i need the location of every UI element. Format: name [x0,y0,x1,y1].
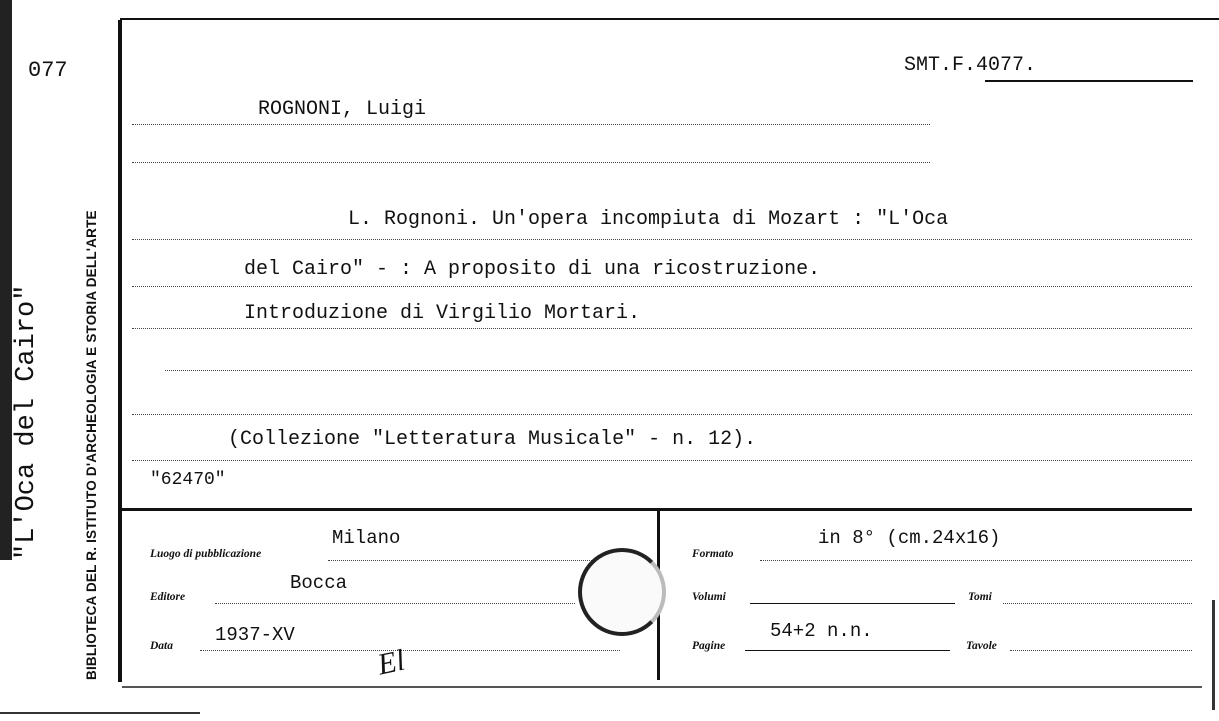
format-dotted-line [760,560,1192,561]
plates-label: Tavole [966,640,997,652]
card-bottom-border [122,686,1202,688]
pages-line [745,650,950,651]
volumes-line [750,603,955,604]
page-bottom-line [0,712,200,714]
tomes-label: Tomi [968,591,992,603]
date-label: Data [150,640,173,652]
card-left-border [118,20,122,682]
title-dotted-line-5 [132,414,1192,415]
card-number-fragment: 077 [28,58,68,83]
author-name: ROGNONI, Luigi [258,98,427,121]
series-statement: (Collezione "Letteratura Musicale" - n. 12). [228,428,757,451]
shelfmark: SMT.F.4077. [904,54,1037,77]
title-line-3: Introduzione di Virgilio Mortari. [244,302,641,325]
pages-value: 54+2 n.n. [770,620,873,642]
title-line-2: del Cairo" - : A proposito di una ricostruzione. [244,258,821,281]
blank-dotted-line [132,162,930,163]
title-line-1: L. Rognoni. Un'opera incompiuta di Mozart : "L'Oca [348,208,949,231]
title-dotted-line-1 [132,239,1192,240]
handwritten-signature: El [374,643,408,682]
tomes-dotted-line [1003,603,1192,604]
format-label: Formato [692,548,734,560]
institution-name: BIBLIOTECA DEL R. ISTITUTO D'ARCHEOLOGIA E STORIA DELL'ARTE [84,210,99,680]
right-edge-bar [1212,600,1215,710]
card-top-border [120,18,1219,20]
volumes-label: Volumi [692,591,726,603]
shelfmark-underline [985,80,1193,82]
pages-label: Pagine [692,640,726,652]
date-value: 1937-XV [215,624,295,646]
publisher-dotted-line [215,603,575,604]
title-dotted-line-2 [132,286,1192,287]
punch-hole [578,548,666,636]
author-dotted-line [132,124,930,125]
sidebar-card-title: "L'Oca del Cairo" [12,284,42,560]
date-dotted-line [200,650,620,651]
title-dotted-line-4 [165,370,1192,371]
title-dotted-line-3 [132,328,1192,329]
place-value: Milano [332,527,401,549]
place-label: Luogo di pubblicazione [150,548,262,560]
place-dotted-line [328,560,628,561]
publisher-label: Editore [150,591,186,603]
inventory-number: "62470" [150,470,226,490]
left-edge-bar [0,0,12,560]
format-value: in 8° (cm.24x16) [818,527,1001,549]
series-dotted-line [132,460,1192,461]
publisher-value: Bocca [290,572,348,594]
section-separator [120,508,1192,511]
plates-dotted-line [1010,650,1192,651]
